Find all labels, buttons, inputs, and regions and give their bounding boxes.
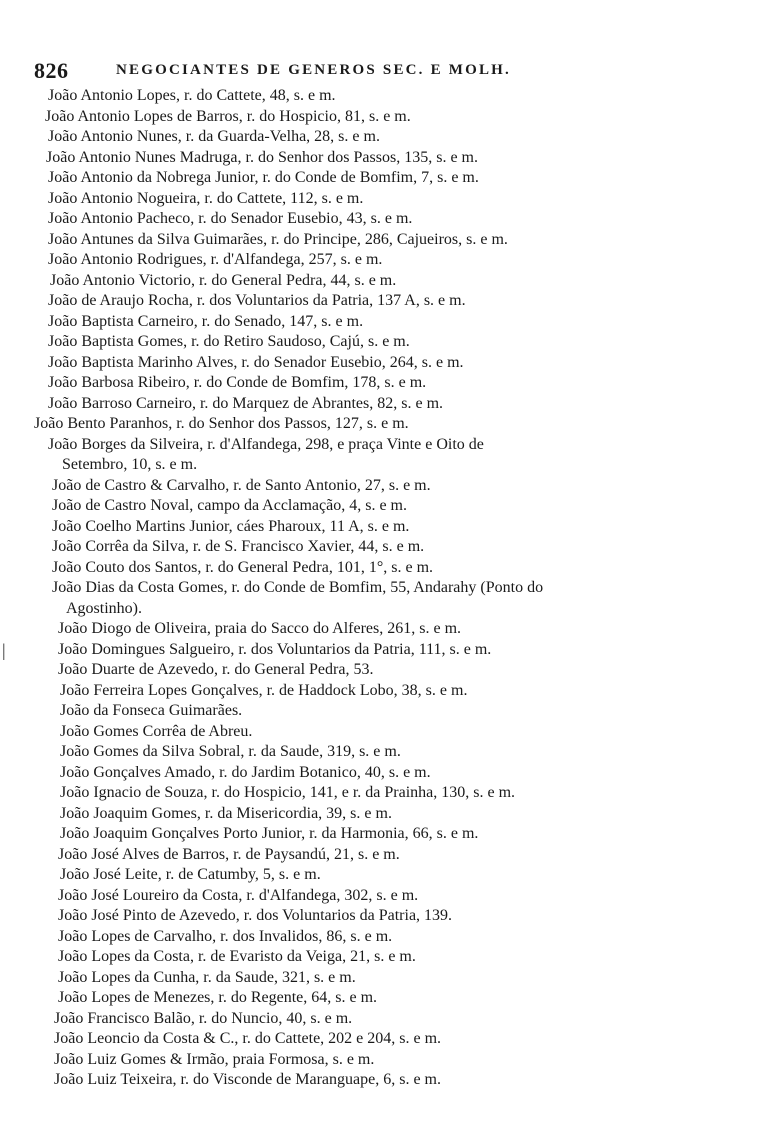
entry-text: João José Loureiro da Costa, r. d'Alfandega, 302, s. e m. bbox=[58, 886, 419, 904]
entry-text: João José Pinto de Azevedo, r. dos Voluntarios da Patria, 139. bbox=[58, 907, 453, 924]
directory-entry bbox=[0, 230, 757, 251]
directory-entry bbox=[0, 1029, 757, 1050]
directory-entry bbox=[0, 660, 757, 681]
entry-list bbox=[0, 86, 757, 1091]
entry-text: João Corrêa da Silva, r. de S. Francisco Xavier, 44, s. e m. bbox=[52, 538, 425, 555]
directory-entry bbox=[0, 394, 757, 415]
entry-text: João Gonçalves Amado, r. do Jardim Botanico, 40, s. e m. bbox=[60, 763, 431, 781]
directory-entry bbox=[0, 1050, 757, 1071]
entry-text: João Borges da Silveira, r. d'Alfandega, 298, e praça Vinte e Oito de bbox=[48, 435, 484, 453]
directory-entry bbox=[0, 86, 757, 107]
directory-entry bbox=[0, 722, 757, 743]
entry-text: João Baptista Gomes, r. do Retiro Saudoso, Cajú, s. e m. bbox=[48, 333, 410, 350]
entry-text: João Antonio Rodrigues, r. d'Alfandega, 257, s. e m. bbox=[48, 251, 383, 268]
directory-entry bbox=[0, 865, 757, 886]
entry-text: João Francisco Balão, r. do Nuncio, 40, s. e m. bbox=[54, 1009, 353, 1027]
directory-entry bbox=[0, 291, 757, 312]
directory-entry bbox=[0, 763, 757, 784]
entry-text: João Antonio Lopes de Barros, r. do Hospicio, 81, s. e m. bbox=[45, 107, 411, 125]
page-number: 826 bbox=[34, 58, 69, 83]
directory-entry bbox=[0, 783, 757, 804]
directory-entry bbox=[0, 271, 757, 292]
directory-entry bbox=[0, 619, 757, 640]
entry-text: João Antonio da Nobrega Junior, r. do Conde de Bomfim, 7, s. e m. bbox=[48, 169, 479, 186]
entry-text: João da Fonseca Guimarães. bbox=[60, 702, 243, 719]
entry-text: João Domingues Salgueiro, r. dos Voluntarios da Patria, 111, s. e m. bbox=[58, 640, 492, 658]
directory-entry bbox=[0, 537, 757, 558]
entry-text: João Antonio Nunes Madruga, r. do Senhor dos Passos, 135, s. e m. bbox=[46, 148, 478, 166]
entry-text: João Ferreira Lopes Gonçalves, r. de Haddock Lobo, 38, s. e m. bbox=[60, 681, 468, 699]
directory-entry bbox=[0, 927, 757, 948]
entry-text: João Barroso Carneiro, r. do Marquez de Abrantes, 82, s. e m. bbox=[48, 394, 444, 412]
entry-text: João de Castro Noval, campo da Acclamação, 4, s. e m. bbox=[52, 497, 407, 514]
directory-entry bbox=[0, 845, 757, 866]
directory-entry bbox=[0, 189, 757, 210]
entry-text: João Antonio Lopes, r. do Cattete, 48, s. e m. bbox=[48, 87, 336, 104]
entry-text: João Dias da Costa Gomes, r. do Conde de Bomfim, 55, Andarahy (Ponto do bbox=[52, 579, 544, 596]
page-header bbox=[34, 58, 714, 84]
entry-text: João José Leite, r. de Catumby, 5, s. e m. bbox=[60, 866, 321, 883]
directory-entry bbox=[0, 742, 757, 763]
directory-entry bbox=[0, 414, 757, 435]
directory-entry bbox=[0, 517, 757, 538]
entry-text: João Barbosa Ribeiro, r. do Conde de Bomfim, 178, s. e m. bbox=[48, 374, 427, 391]
entry-text: João de Araujo Rocha, r. dos Voluntarios da Patria, 137 A, s. e m. bbox=[48, 292, 466, 309]
entry-text: João Antonio Nunes, r. da Guarda-Velha, 28, s. e m. bbox=[48, 128, 380, 145]
directory-entry bbox=[0, 947, 757, 968]
entry-text: João Leoncio da Costa & C., r. do Cattete, 202 e 204, s. e m. bbox=[54, 1030, 442, 1047]
directory-entry bbox=[0, 373, 757, 394]
entry-continuation: Setembro, 10, s. e m. bbox=[62, 456, 198, 473]
directory-entry bbox=[0, 640, 757, 661]
directory-entry bbox=[0, 1070, 757, 1091]
directory-entry bbox=[0, 968, 757, 989]
directory-entry bbox=[0, 906, 757, 927]
directory-entry bbox=[0, 107, 757, 128]
directory-entry bbox=[0, 578, 757, 619]
directory-entry bbox=[0, 886, 757, 907]
entry-text: João Coelho Martins Junior, cáes Pharoux, 11 A, s. e m. bbox=[52, 517, 410, 535]
directory-entry bbox=[0, 701, 757, 722]
entry-text: João Luiz Teixeira, r. do Visconde de Maranguape, 6, s. e m. bbox=[54, 1071, 441, 1088]
entry-continuation: Agostinho). bbox=[66, 599, 142, 617]
directory-entry bbox=[0, 209, 757, 230]
directory-entry bbox=[0, 332, 757, 353]
directory-entry bbox=[0, 824, 757, 845]
directory-entry bbox=[0, 312, 757, 333]
entry-text: João Gomes da Silva Sobral, r. da Saude, 319, s. e m. bbox=[60, 743, 401, 760]
directory-entry bbox=[0, 804, 757, 825]
entry-text: João Antonio Nogueira, r. do Cattete, 112, s. e m. bbox=[48, 189, 364, 207]
entry-text: João Lopes da Costa, r. de Evaristo da Veiga, 21, s. e m. bbox=[58, 948, 416, 965]
entry-text: João Joaquim Gomes, r. da Misericordia, 39, s. e m. bbox=[60, 804, 392, 822]
entry-text: João Bento Paranhos, r. do Senhor dos Passos, 127, s. e m. bbox=[34, 415, 409, 432]
entry-text: João Joaquim Gonçalves Porto Junior, r. da Harmonia, 66, s. e m. bbox=[60, 825, 479, 842]
entry-text: João Gomes Corrêa de Abreu. bbox=[60, 722, 253, 740]
entry-text: João Luiz Gomes & Irmão, praia Formosa, s. e m. bbox=[54, 1050, 375, 1068]
entry-text: João Lopes de Carvalho, r. dos Invalidos, 86, s. e m. bbox=[58, 927, 393, 945]
directory-entry bbox=[0, 168, 757, 189]
entry-text: João Antonio Victorio, r. do General Pedra, 44, s. e m. bbox=[50, 271, 397, 289]
directory-entry bbox=[0, 681, 757, 702]
directory-entry bbox=[0, 353, 757, 374]
entry-text: João de Castro & Carvalho, r. de Santo Antonio, 27, s. e m. bbox=[52, 476, 431, 494]
entry-text: João Ignacio de Souza, r. do Hospicio, 141, e r. da Prainha, 130, s. e m. bbox=[60, 784, 516, 801]
directory-entry bbox=[0, 496, 757, 517]
directory-entry bbox=[0, 476, 757, 497]
entry-text: João José Alves de Barros, r. de Paysandú, 21, s. e m. bbox=[58, 845, 400, 863]
directory-entry bbox=[0, 127, 757, 148]
entry-text: João Lopes de Menezes, r. do Regente, 64, s. e m. bbox=[58, 989, 378, 1006]
entry-text: João Lopes da Cunha, r. da Saude, 321, s. e m. bbox=[58, 968, 356, 986]
entry-text: João Antunes da Silva Guimarães, r. do Principe, 286, Cajueiros, s. e m. bbox=[48, 230, 508, 248]
directory-entry bbox=[0, 148, 757, 169]
entry-text: João Duarte de Azevedo, r. do General Pedra, 53. bbox=[58, 661, 374, 678]
entry-text: João Couto dos Santos, r. do General Pedra, 101, 1°, s. e m. bbox=[52, 558, 434, 576]
directory-entry bbox=[0, 988, 757, 1009]
running-title: NEGOCIANTES DE GENEROS SEC. E MOLH. bbox=[116, 62, 511, 78]
entry-text: João Diogo de Oliveira, praia do Sacco do Alferes, 261, s. e m. bbox=[58, 620, 462, 637]
entry-text: João Baptista Carneiro, r. do Senado, 147, s. e m. bbox=[48, 312, 364, 330]
directory-entry bbox=[0, 1009, 757, 1030]
directory-entry bbox=[0, 558, 757, 579]
entry-text: João Baptista Marinho Alves, r. do Senador Eusebio, 264, s. e m. bbox=[48, 353, 464, 371]
entry-text: João Antonio Pacheco, r. do Senador Eusebio, 43, s. e m. bbox=[48, 210, 413, 227]
directory-entry bbox=[0, 250, 757, 271]
directory-entry bbox=[0, 435, 757, 476]
margin-mark: | bbox=[2, 640, 6, 660]
